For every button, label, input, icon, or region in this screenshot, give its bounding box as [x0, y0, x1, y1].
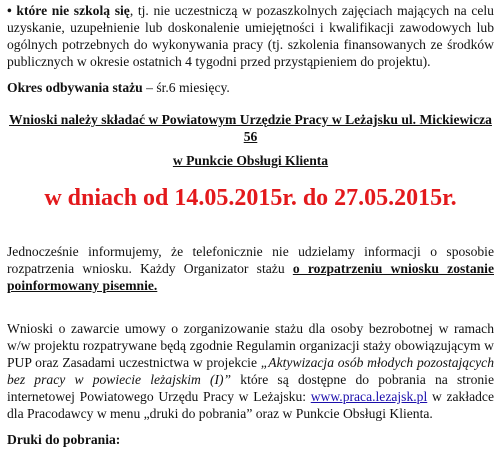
applications-part1: Wnioski o zawarcie umowy o zorganizowanie stażu dla osoby bezrobotnej w ramach w/w projektu rozpatrywane będą zgodnie Regulamin organizacji staży obowiązującym w PUP oraz Zasadami uczestnictwa w projekcie	[7, 321, 494, 370]
internship-value: – śr.6 miesięcy.	[142, 80, 230, 95]
bullet-text: , tj. nie uczestniczą w pozaszkolnych zajęciach mających na celu uzyskanie, uzupełnienie lub doskonalenie umiejętności i kwalifikacji zawodowych lub ogólnych potrzebnych do wykonywania pracy (tj. szkolenia finansowanych ze środków publicznych w okresie ostatnich 4 tygodni przed przystąpieniem do projektu).	[7, 3, 494, 69]
internship-label: Okres odbywania stażu	[7, 80, 143, 95]
applications-part3: w zakładce dla Pracodawcy w menu „druki do pobrania” oraz w Punkcie Obsługi Klienta.	[7, 389, 494, 421]
applications-paragraph	[7, 320, 494, 422]
application-place-line2: w Punkcie Obsługi Klienta	[172, 153, 329, 168]
info-text: Jednocześnie informujemy, że telefonicznie nie udzielamy informacji o sposobie rozpatrzenia wniosku. Każdy Organizator stażu	[7, 244, 494, 276]
applications-part2: które są dostępne do pobrania na stronie internetowej Powiatowego Urzędu Pracy w Leżajsku:	[7, 372, 494, 404]
info-bold-notice: o rozpatrzeniu wniosku zostanie poinformowany pisemnie.	[7, 261, 494, 293]
application-place-line1: Wnioski należy składać w Powiatowym Urzędzie Pracy w Leżajsku ul. Mickiewicza 56	[9, 112, 492, 144]
date-range-heading: w dniach od 14.05.2015r. do 27.05.2015r.	[44, 185, 457, 211]
application-place	[7, 111, 494, 169]
info-paragraph	[7, 243, 494, 294]
downloads-heading	[7, 431, 494, 448]
internship-period	[7, 79, 494, 96]
downloads-heading-text: Druki do pobrania:	[7, 432, 121, 447]
bullet-paragraph	[7, 2, 494, 70]
applications-project-name: „Aktywizacja osób młodych pozostających bez pracy w powiecie leżajskim (I)”	[7, 355, 494, 387]
bullet-bold-lead: które nie szkolą się	[16, 3, 130, 18]
pup-website-link[interactable]: www.praca.lezajsk.pl	[310, 389, 428, 404]
bullet-glyph: •	[7, 3, 12, 18]
